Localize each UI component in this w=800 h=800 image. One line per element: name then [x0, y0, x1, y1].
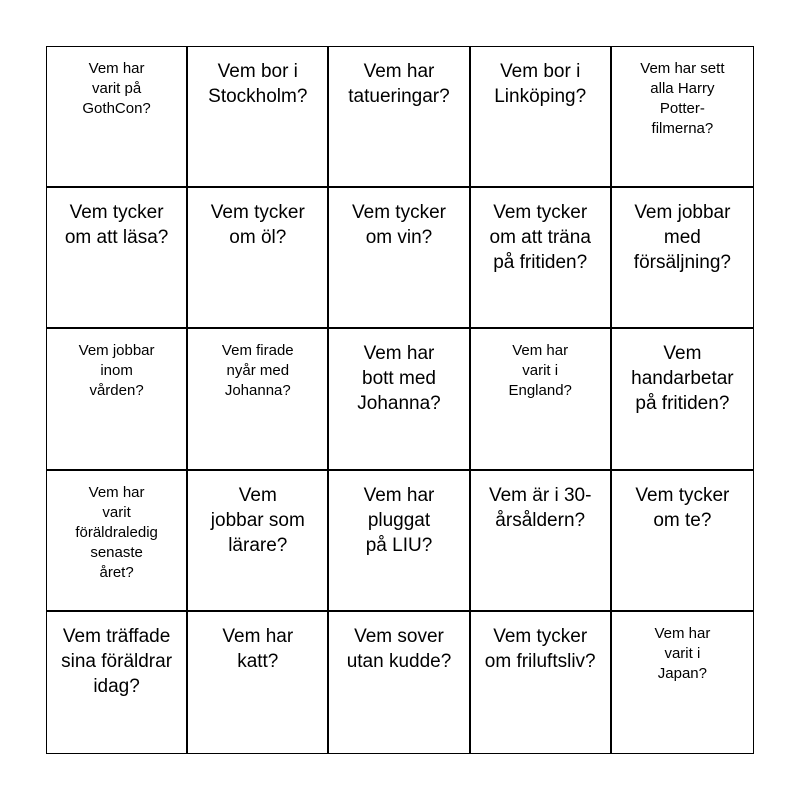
bingo-cell[interactable] — [612, 471, 753, 612]
bingo-cell-text: Vem jobbar med försäljning? — [633, 202, 731, 274]
bingo-cell[interactable] — [612, 188, 753, 329]
bingo-cell-text: Vem har varit i Japan? — [654, 624, 711, 682]
bingo-cell[interactable] — [612, 329, 753, 470]
bingo-cell-text: Vem jobbar som lärare? — [210, 484, 305, 556]
bingo-cell[interactable] — [329, 329, 470, 470]
bingo-cell-text: Vem har varit i England? — [508, 342, 572, 400]
bingo-cell-text: Vem tycker om friluftsliv? — [484, 625, 596, 672]
bingo-cell-text: Vem har varit på GothCon? — [82, 60, 151, 117]
bingo-cell[interactable] — [188, 188, 329, 329]
bingo-cell[interactable] — [471, 612, 612, 753]
bingo-cell-text: Vem har varit föräldraledig senaste året? — [75, 483, 158, 581]
bingo-cell[interactable] — [188, 47, 329, 188]
bingo-cell[interactable] — [471, 188, 612, 329]
bingo-cell[interactable] — [471, 471, 612, 612]
bingo-cell-text: Vem tycker om te? — [635, 484, 730, 531]
bingo-cell-text: Vem bor i Linköping? — [494, 61, 587, 107]
bingo-cell-text: Vem har bott med Johanna? — [357, 343, 441, 415]
bingo-cell-text: Vem tycker om att läsa? — [64, 202, 169, 249]
bingo-cell[interactable] — [47, 188, 188, 329]
bingo-cell[interactable] — [471, 47, 612, 188]
bingo-cell-text: Vem jobbar inom vården? — [78, 342, 155, 400]
bingo-cell[interactable] — [188, 612, 329, 753]
bingo-cell[interactable] — [329, 612, 470, 753]
bingo-cell-text: Vem har katt? — [222, 625, 294, 672]
bingo-cell-text: Vem tycker om vin? — [352, 202, 446, 249]
bingo-cell[interactable] — [329, 188, 470, 329]
bingo-cell[interactable] — [612, 612, 753, 753]
bingo-cell[interactable] — [471, 329, 612, 470]
bingo-cell[interactable] — [47, 329, 188, 470]
bingo-cell-text: Vem har tatueringar? — [348, 61, 450, 107]
bingo-cell[interactable] — [188, 329, 329, 470]
bingo-cell-text: Vem träffade sina föräldrar idag? — [61, 625, 173, 697]
bingo-cell-text: Vem har pluggat på LIU? — [363, 484, 435, 556]
bingo-cell[interactable] — [612, 47, 753, 188]
bingo-cell-text: Vem firade nyår med Johanna? — [221, 342, 294, 400]
bingo-cell[interactable] — [47, 47, 188, 188]
bingo-cell[interactable] — [47, 612, 188, 753]
bingo-cell[interactable] — [188, 471, 329, 612]
bingo-cell-text: Vem har sett alla Harry Potter- filmerna? — [640, 60, 725, 137]
bingo-cell-text: Vem är i 30- årsåldern? — [488, 484, 592, 531]
bingo-cell-text: Vem sover utan kudde? — [346, 625, 452, 672]
bingo-cell-text: Vem bor i Stockholm? — [208, 61, 308, 107]
bingo-cell-text: Vem tycker om att träna på fritiden? — [489, 202, 591, 274]
bingo-cell[interactable] — [47, 471, 188, 612]
bingo-cell[interactable] — [329, 471, 470, 612]
bingo-cell-text: Vem handarbetar på fritiden? — [631, 343, 734, 415]
bingo-grid — [46, 46, 754, 754]
bingo-cell-text: Vem tycker om öl? — [210, 202, 305, 249]
bingo-cell[interactable] — [329, 47, 470, 188]
